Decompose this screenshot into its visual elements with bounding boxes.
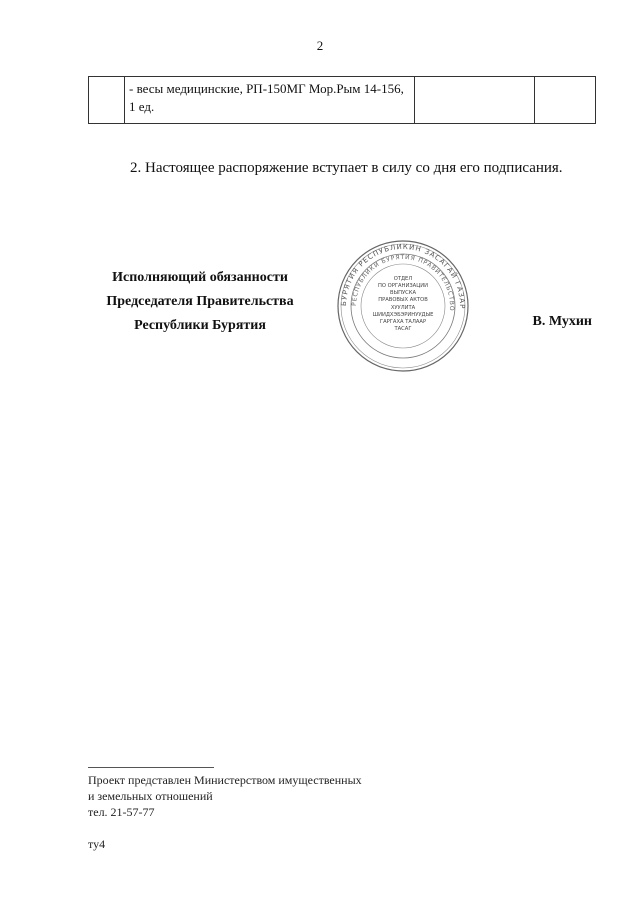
seal-outer-text: БУРЯТИЯ РЕСПУБЛИКИН ЗАСАГАЙ ГАЗАР xyxy=(339,242,467,310)
seal-center-line: ГАРГАХА ТАЛААР xyxy=(379,319,427,325)
items-table xyxy=(88,76,596,124)
clause-2: 2. Настоящее распоряжение вступает в силу со дня его подписания. xyxy=(130,160,563,176)
page-number: 2 xyxy=(316,38,324,53)
seal-center-line: ПРАВОВЫХ АКТОВ xyxy=(378,297,428,303)
signer-name: В. Мухин xyxy=(532,314,592,329)
signer-title-line: Республики Бурятия xyxy=(134,318,266,333)
signer-title-line: Исполняющий обязанности xyxy=(112,270,288,285)
seal-inner-text: РЕСПУБЛИКИ БУРЯТИЯ ПРАВИТЕЛЬСТВО xyxy=(350,253,456,312)
seal-center-line: ШИИДХЭБЭРИНУУДЫЕ xyxy=(372,312,434,318)
footnote-line: тел. 21-57-77 xyxy=(88,805,155,819)
footnote-line: Проект представлен Министерством имущественных xyxy=(88,773,362,787)
item-name-line: - весы медицинские, РП-150МГ Мор.Рым 14-156, xyxy=(129,81,404,96)
footnote xyxy=(88,772,362,820)
item-col4-cell xyxy=(535,77,596,124)
document-code: ту4 xyxy=(88,837,106,851)
official-seal xyxy=(335,238,471,374)
signer-title-line: Председателя Правительства xyxy=(106,294,294,309)
item-col3-cell xyxy=(415,77,535,124)
item-name-cell xyxy=(125,77,415,124)
signer-title xyxy=(88,266,312,338)
table-row xyxy=(89,77,596,124)
seal-center-line: ТАСАГ xyxy=(394,326,412,332)
seal-center-line: ПО ОРГАНИЗАЦИИ xyxy=(377,283,429,289)
item-name-line: 1 ед. xyxy=(129,99,155,114)
footnote-line: и земельных отношений xyxy=(88,789,213,803)
footnote-divider xyxy=(88,767,214,768)
seal-center-line: ХУУЛИТА xyxy=(390,305,416,311)
seal-center-line: ОТДЕЛ xyxy=(393,276,413,282)
seal-center-line: ВЫПУСКА xyxy=(389,290,417,296)
row-number-cell xyxy=(89,77,125,124)
